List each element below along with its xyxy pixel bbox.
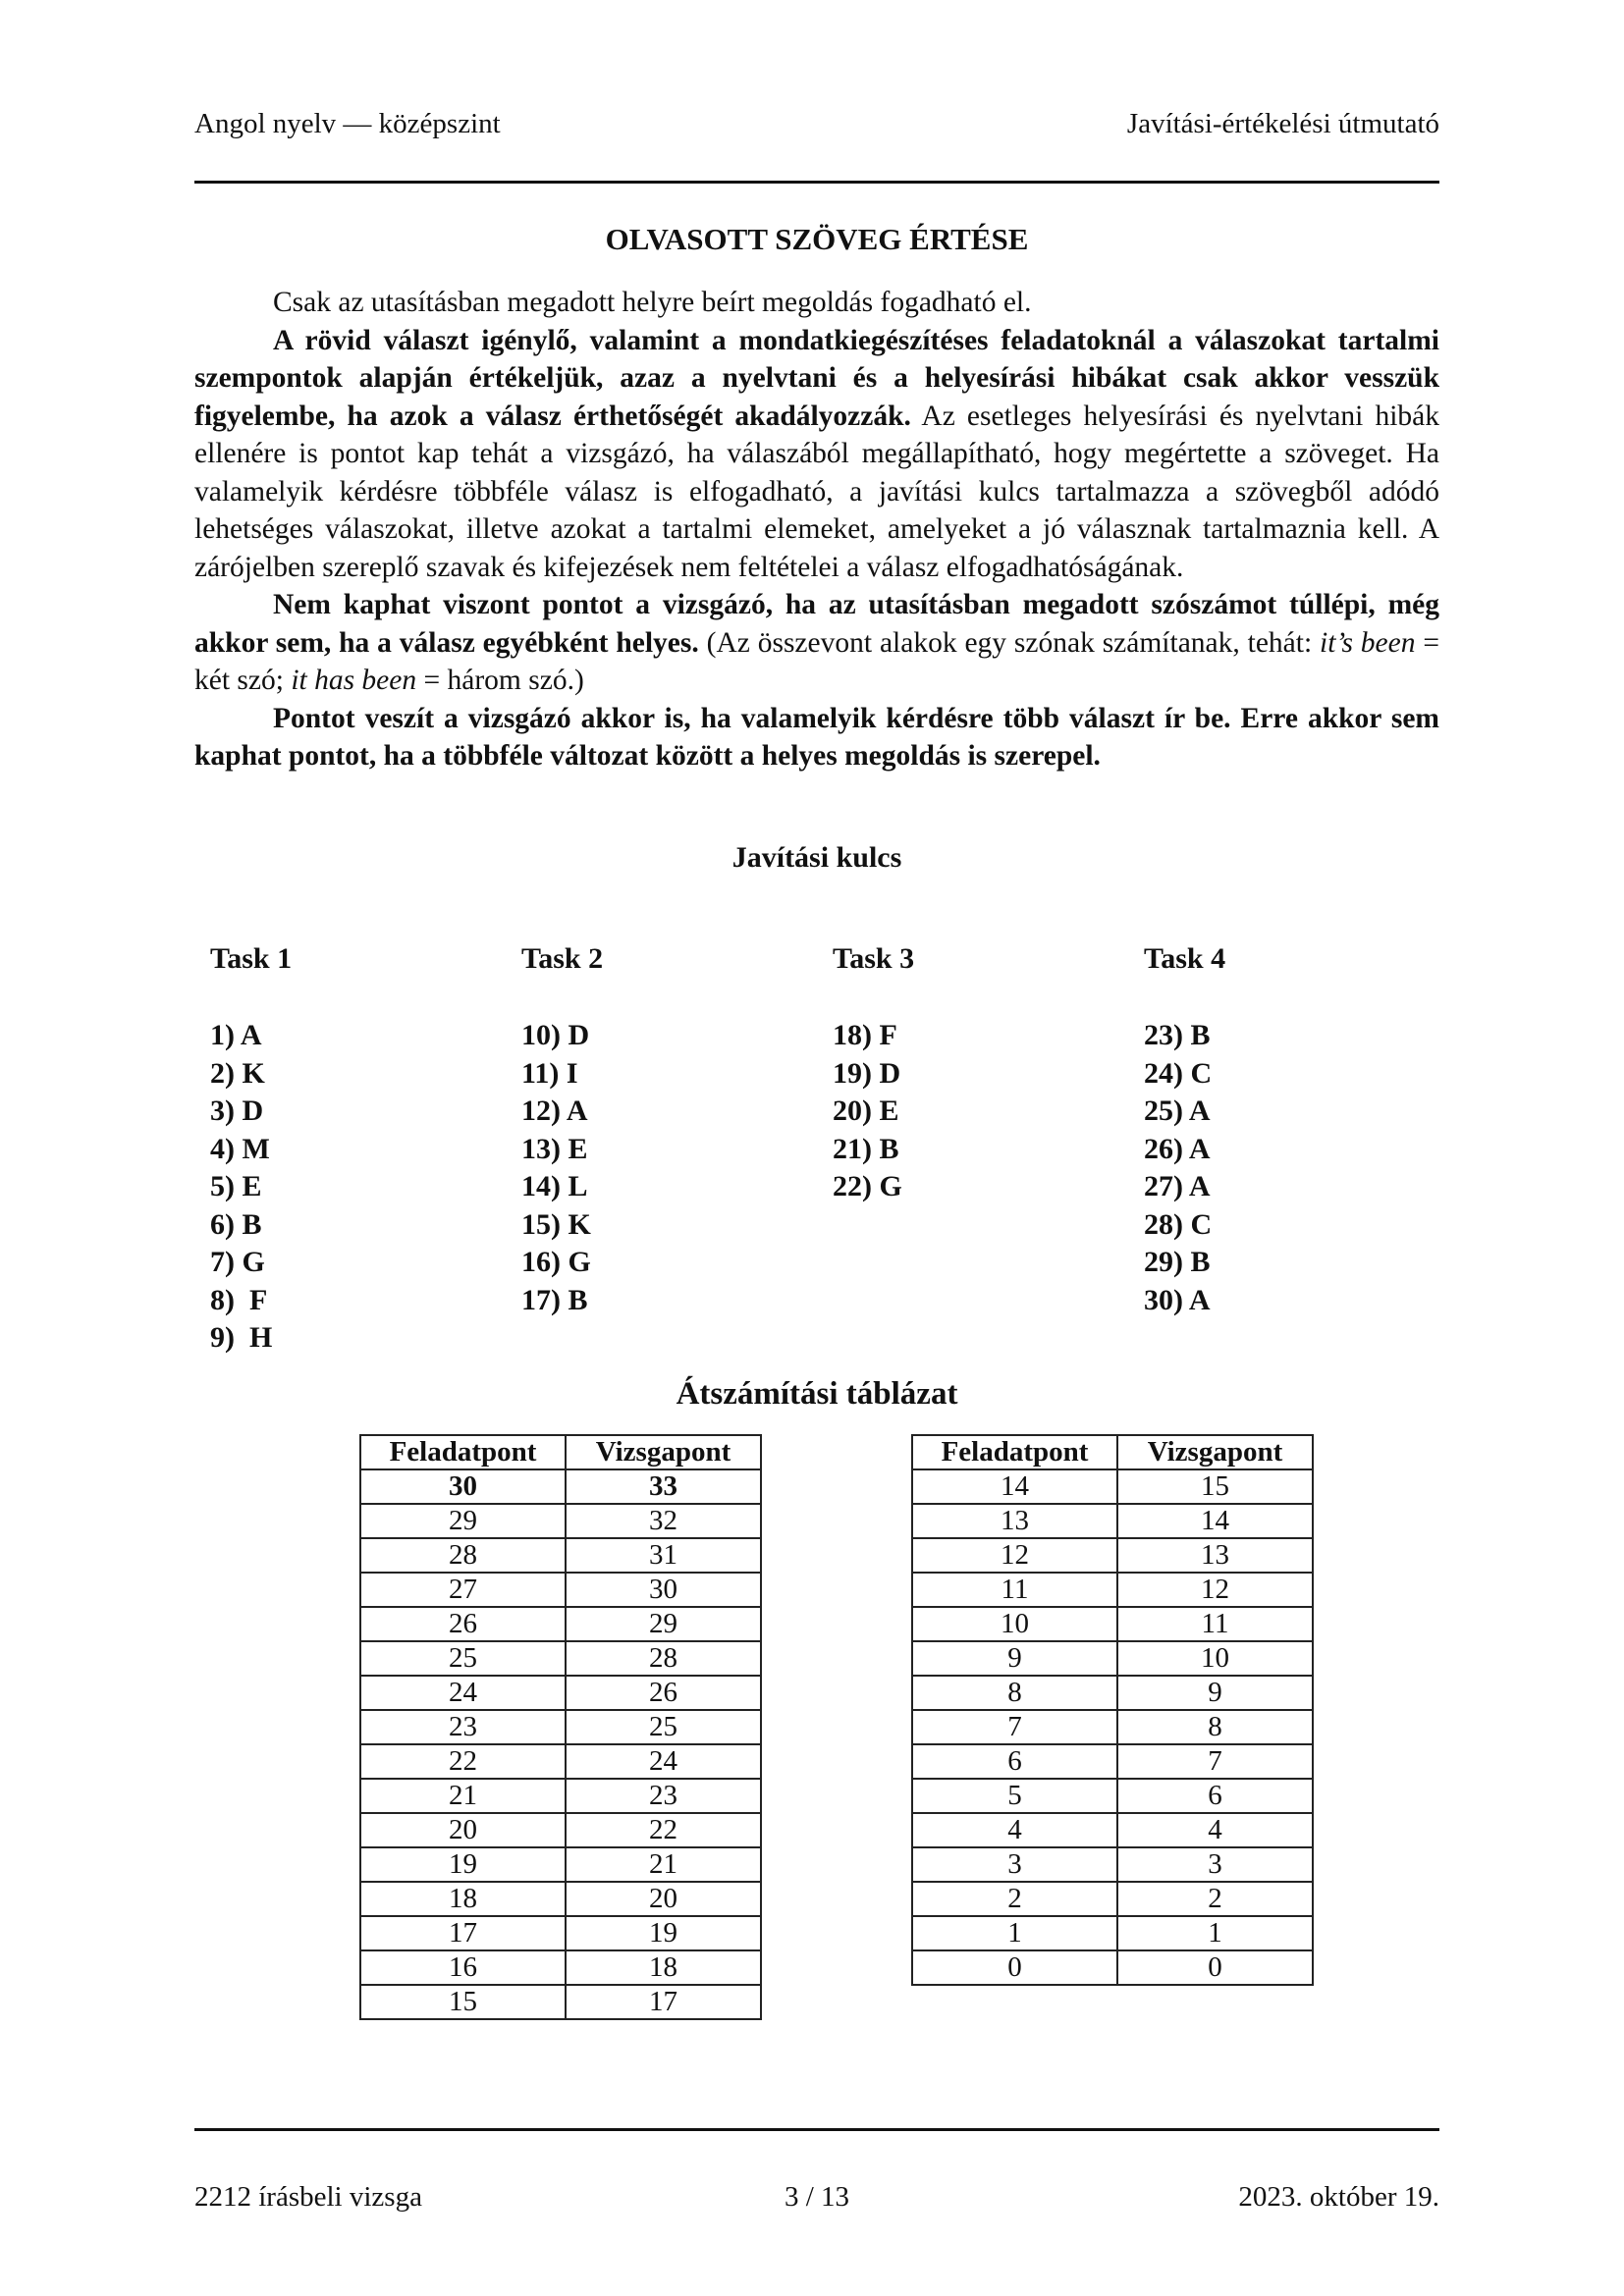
- table-row: [360, 1813, 761, 1847]
- task-points-cell: 12: [912, 1538, 1117, 1573]
- table-row: [360, 1882, 761, 1916]
- answer-list: [1144, 1017, 1225, 1319]
- answer-item: 23) B: [1144, 1019, 1211, 1051]
- task-points-cell: 24: [360, 1676, 566, 1710]
- answer-item: 16) G: [521, 1246, 591, 1278]
- exam-points-cell: 24: [566, 1744, 761, 1779]
- task-column-4: [1144, 940, 1225, 1319]
- table-row: [912, 1950, 1313, 1985]
- task-points-cell: 10: [912, 1607, 1117, 1641]
- instruction-italic: it has been: [291, 665, 417, 696]
- table-row: [360, 1676, 761, 1710]
- section-title: OLVASOTT SZÖVEG ÉRTÉSE: [605, 222, 1029, 256]
- table-header-row: [360, 1435, 761, 1469]
- column-header: Feladatpont: [360, 1435, 566, 1469]
- table-row: [360, 1538, 761, 1573]
- answer-item: 19) D: [833, 1056, 901, 1090]
- task-title: Task 1: [210, 942, 293, 975]
- task-points-cell: 9: [912, 1641, 1117, 1676]
- answer-item: 27) A: [1144, 1170, 1211, 1202]
- exam-points-cell: 22: [566, 1813, 761, 1847]
- table-row: [912, 1779, 1313, 1813]
- header-doc-type: Javítási-értékelési útmutató: [1126, 108, 1439, 139]
- instruction-bold: Pontot veszít a vizsgázó akkor is, ha valamelyik kérdésre több választ ír be. Erre akkor sem kaphat pontot, ha a többféle változat között a helyes megoldás is szerepel.: [194, 702, 1439, 772]
- table-row: [912, 1882, 1313, 1916]
- exam-points-cell: 32: [566, 1504, 761, 1538]
- exam-points-cell: 1: [1117, 1916, 1313, 1950]
- table-row: [912, 1916, 1313, 1950]
- table-row: [912, 1469, 1313, 1504]
- task-points-cell: 8: [912, 1676, 1117, 1710]
- conversion-table-right: [911, 1434, 1314, 1986]
- column-header: Vizsgapont: [566, 1435, 761, 1469]
- exam-points-cell: 13: [1117, 1538, 1313, 1573]
- exam-points-cell: 17: [566, 1985, 761, 2019]
- task-column-1: [210, 940, 292, 1358]
- table-row: [912, 1744, 1313, 1779]
- instruction-bold: Nem kaphat viszont pontot a vizsgázó, ha az utasításban megadott szószámot túllépi, még akkor sem, ha a válasz egyébként helyes.: [194, 589, 1439, 659]
- exam-points-cell: 4: [1117, 1813, 1313, 1847]
- conversion-table-left: [359, 1434, 762, 2020]
- task-points-cell: 21: [360, 1779, 566, 1813]
- exam-points-cell: 14: [1117, 1504, 1313, 1538]
- instruction-text: = három szó.): [416, 665, 584, 696]
- task-points-cell: 2: [912, 1882, 1117, 1916]
- table-row: [360, 1744, 761, 1779]
- table-row: [912, 1504, 1313, 1538]
- task-points-cell: 16: [360, 1950, 566, 1985]
- answer-item: 8) F: [210, 1283, 268, 1316]
- column-header: Feladatpont: [912, 1435, 1117, 1469]
- task-points-cell: 18: [360, 1882, 566, 1916]
- task-points-cell: 15: [360, 1985, 566, 2019]
- task-points-cell: 1: [912, 1916, 1117, 1950]
- answer-item: 17) B: [521, 1283, 588, 1316]
- instruction-paragraph-3: [194, 586, 1439, 700]
- task-points-cell: 29: [360, 1504, 566, 1538]
- exam-points-cell: 11: [1117, 1607, 1313, 1641]
- task-points-cell: 23: [360, 1710, 566, 1744]
- exam-points-cell: 15: [1117, 1469, 1313, 1504]
- task-points-cell: 4: [912, 1813, 1117, 1847]
- answer-item: 13) E: [521, 1132, 588, 1165]
- exam-points-cell: 2: [1117, 1882, 1313, 1916]
- task-points-cell: 19: [360, 1847, 566, 1882]
- answer-item: 5) E: [210, 1170, 262, 1202]
- task-points-cell: 27: [360, 1573, 566, 1607]
- task-points-cell: 0: [912, 1950, 1117, 1985]
- table-row: [360, 1641, 761, 1676]
- task-column-2: [521, 940, 603, 1319]
- answer-key-title: Javítási kulcs: [731, 841, 902, 874]
- instruction-bold: A rövid választ igénylő, valamint a mondatkiegészítéses feladatoknál a válaszokat tartalmi szempontok alapján értékeljük, azaz a nyelvtani és a helyesírási hibákat csak akkor vesszük figyelembe, ha azok a válasz érthetőségét akadályozzák.: [194, 324, 1439, 432]
- answer-item: 28) C: [1144, 1207, 1213, 1241]
- exam-points-cell: 12: [1117, 1573, 1313, 1607]
- task-column-3: [833, 940, 914, 1206]
- instruction-paragraph-2: [194, 322, 1439, 587]
- task-points-cell: 26: [360, 1607, 566, 1641]
- instruction-italic: it’s been: [1320, 626, 1416, 659]
- table-row: [360, 1950, 761, 1985]
- task-points-cell: 30: [360, 1469, 566, 1504]
- exam-points-cell: 33: [566, 1469, 761, 1504]
- table-header-row: [912, 1435, 1313, 1469]
- instruction-text: Csak az utasításban megadott helyre beírt megoldás fogadható el.: [273, 287, 1032, 318]
- exam-points-cell: 20: [566, 1882, 761, 1916]
- task-points-cell: 20: [360, 1813, 566, 1847]
- header-subject: Angol nyelv — középszint: [194, 108, 501, 139]
- instruction-paragraph-4: [194, 700, 1439, 775]
- task-points-cell: 17: [360, 1916, 566, 1950]
- table-row: [360, 1847, 761, 1882]
- footer-rule: [194, 2128, 1439, 2131]
- task-points-cell: 28: [360, 1538, 566, 1573]
- exam-points-cell: 25: [566, 1710, 761, 1744]
- answer-item: 7) G: [210, 1246, 265, 1278]
- answer-list: [210, 1017, 292, 1358]
- answer-list: [521, 1017, 603, 1319]
- instruction-paragraph-1: [194, 284, 1439, 322]
- answer-item: 24) C: [1144, 1056, 1213, 1090]
- answer-item: 3) D: [210, 1095, 264, 1127]
- answer-item: 6) B: [210, 1207, 262, 1241]
- exam-points-cell: 9: [1117, 1676, 1313, 1710]
- answer-item: 21) B: [833, 1132, 899, 1165]
- header-rule: [194, 181, 1439, 184]
- answer-item: 2) K: [210, 1056, 265, 1090]
- instruction-text: Az esetleges helyesírási és nyelvtani hibák ellenére is pontot kap tehát a vizsgázó, ha válaszából megállapítható, hogy megértette a szöveget. Ha valamelyik kérdésre többféle válasz is elfogadható, a javítási kulcs tartalmazza a szövegből adódó lehetséges válaszokat, illetve azokat a tartalmi elemeket, amelyeket a jó válasznak tartalmaznia kell. A zárójelben szereplő szavak és kifejezések nem feltételei a válasz elfogadhatóságának.: [194, 400, 1439, 583]
- exam-points-cell: 0: [1117, 1950, 1313, 1985]
- table-row: [360, 1985, 761, 2019]
- answer-item: 25) A: [1144, 1095, 1211, 1127]
- answer-list: [833, 1017, 914, 1206]
- answer-item: 10) D: [521, 1019, 590, 1051]
- table-row: [912, 1676, 1313, 1710]
- answer-item: 30) A: [1144, 1283, 1211, 1316]
- table-row: [360, 1916, 761, 1950]
- answer-item: 14) L: [521, 1170, 588, 1202]
- table-row: [360, 1504, 761, 1538]
- exam-points-cell: 18: [566, 1950, 761, 1985]
- task-points-cell: 3: [912, 1847, 1117, 1882]
- exam-points-cell: 29: [566, 1607, 761, 1641]
- task-points-cell: 22: [360, 1744, 566, 1779]
- instruction-text: (Az összevont alakok egy szónak számítanak, tehát:: [698, 626, 1321, 659]
- answer-item: 1) A: [210, 1019, 262, 1051]
- answer-item: 12) A: [521, 1095, 588, 1127]
- table-row: [360, 1779, 761, 1813]
- exam-points-cell: 3: [1117, 1847, 1313, 1882]
- task-title: Task 3: [833, 942, 915, 975]
- exam-points-cell: 19: [566, 1916, 761, 1950]
- task-points-cell: 14: [912, 1469, 1117, 1504]
- exam-points-cell: 26: [566, 1676, 761, 1710]
- table-row: [360, 1710, 761, 1744]
- task-points-cell: 5: [912, 1779, 1117, 1813]
- answer-item: 11) I: [521, 1056, 578, 1090]
- task-points-cell: 13: [912, 1504, 1117, 1538]
- footer-date: 2023. október 19.: [1238, 2181, 1439, 2213]
- conversion-table-title: Átszámítási táblázat: [676, 1376, 958, 1412]
- task-title: Task 2: [521, 942, 604, 975]
- task-points-cell: 6: [912, 1744, 1117, 1779]
- answer-item: 15) K: [521, 1207, 591, 1241]
- answer-item: 20) E: [833, 1095, 899, 1127]
- table-row: [360, 1469, 761, 1504]
- instructions-text: [194, 284, 1439, 775]
- footer-exam-code: 2212 írásbeli vizsga: [194, 2181, 422, 2213]
- task-points-cell: 25: [360, 1641, 566, 1676]
- exam-points-cell: 28: [566, 1641, 761, 1676]
- exam-points-cell: 30: [566, 1573, 761, 1607]
- task-title: Task 4: [1144, 942, 1226, 975]
- answer-item: 29) B: [1144, 1246, 1211, 1278]
- answer-item: 4) M: [210, 1132, 270, 1165]
- table-row: [912, 1847, 1313, 1882]
- answer-item: 26) A: [1144, 1132, 1211, 1165]
- table-row: [912, 1641, 1313, 1676]
- table-row: [912, 1607, 1313, 1641]
- page-header: [194, 108, 1439, 140]
- exam-points-cell: 21: [566, 1847, 761, 1882]
- exam-points-cell: 23: [566, 1779, 761, 1813]
- table-row: [912, 1573, 1313, 1607]
- answer-item: 9) H: [210, 1321, 273, 1354]
- column-header: Vizsgapont: [1117, 1435, 1313, 1469]
- exam-points-cell: 6: [1117, 1779, 1313, 1813]
- page-number: 3 / 13: [784, 2181, 850, 2213]
- table-row: [912, 1813, 1313, 1847]
- answer-item: 22) G: [833, 1170, 902, 1202]
- exam-points-cell: 8: [1117, 1710, 1313, 1744]
- exam-points-cell: 10: [1117, 1641, 1313, 1676]
- table-row: [360, 1607, 761, 1641]
- instruction-text: = két szó;: [194, 626, 1439, 696]
- task-points-cell: 7: [912, 1710, 1117, 1744]
- table-row: [360, 1573, 761, 1607]
- task-points-cell: 11: [912, 1573, 1117, 1607]
- table-row: [912, 1538, 1313, 1573]
- exam-points-cell: 31: [566, 1538, 761, 1573]
- exam-points-cell: 7: [1117, 1744, 1313, 1779]
- answer-item: 18) F: [833, 1019, 897, 1051]
- table-row: [912, 1710, 1313, 1744]
